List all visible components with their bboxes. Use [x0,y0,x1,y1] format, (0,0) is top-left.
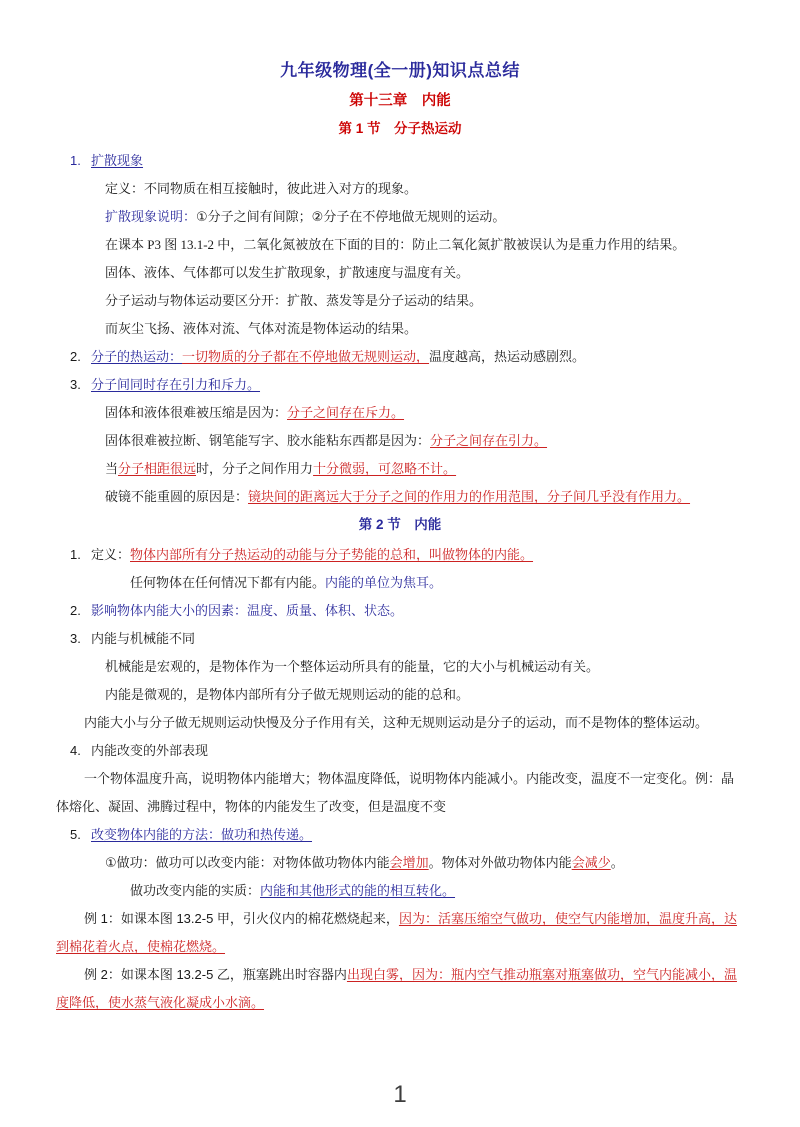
s1-explain-label: 扩散现象说明： [105,209,197,225]
s2-item-3-line-2: 内能是微观的，是物体内部所有分子做无规则运动的能的总和。 [105,687,470,703]
s2-item-2 [70,597,744,625]
s2-example-2-answer: 出现白雾，因为：瓶内空气推动瓶塞对瓶塞做功，空气内能减小，温度降低，使水蒸气液化凝成小水滴。 [56,967,737,1011]
s1-textbook-line: 在课本 P3 图 13.1-2 中，二氧化氮被放在下面的目的：防止二氧化氮扩散被误认为是重力作用的结果。 [105,237,686,253]
s2-item-4-line-1: 一个物体温度升高，说明物体内能增大；物体温度降低，说明物体内能减小。内能改变，温度不一定变化。例：晶体熔化、凝固、沸腾过程中，物体的内能发生了改变，但是温度不变 [56,771,735,815]
s2-item-1 [70,541,744,569]
s1-item-3-number: 3. [70,377,81,393]
s1-item-3-sub-2-prefix: 固体很难被拉断、钢笔能写字、胶水能粘东西都是因为： [105,433,431,449]
s2-item-5-sub-2 [130,877,744,905]
s1-macro-line: 而灰尘飞扬、液体对流、气体对流是物体运动的结果。 [105,321,418,337]
s1-item-2-label: 分子的热运动： [91,349,183,365]
s1-item-3-sub-3-red-2: 十分微弱，可忽略不计。 [313,461,457,477]
s1-item-1 [70,147,744,175]
s1-item-2-answer: 一切物质的分子都在不停地做无规则运动， [182,349,430,365]
s1-item-3-sub-2 [105,427,744,455]
s1-item-3-sub-3-b: 时，分子之间作用力 [196,461,314,477]
s1-definition-label: 定义： [105,181,145,197]
s2-item-3-line-1: 机械能是宏观的，是物体作为一个整体运动所具有的能量，它的大小与机械运动有关。 [105,659,600,675]
s2-item-5-label: 改变物体内能的方法：做功和热传递。 [91,827,313,843]
s2-item-5-sub-2-prefix: 做功改变内能的实质： [130,883,261,899]
s2-example-1-prefix: 例 1：如课本图 13.2-5 甲，引火仪内的棉花燃烧起来， [84,911,399,927]
page-number: 1 [393,1081,407,1108]
s2-item-5-sub-1 [105,849,744,877]
s2-item-5-sub-1-red-1: 会增加 [389,855,429,871]
s2-item-3-label: 内能与机械能不同 [91,631,196,647]
s2-item-5-sub-1-a: ①做功：做功可以改变内能：对物体做功物体内能 [105,855,390,871]
section-2-heading: 第 2 节 内能 [358,517,442,533]
s1-item-1-number: 1. [70,153,81,169]
s2-item-3 [70,625,744,653]
s2-item-5-example-2 [56,961,744,1017]
s1-item-3 [70,371,744,399]
s2-item-1-label: 定义： [91,547,131,563]
s2-item-5 [70,821,744,849]
section-1-heading: 第 1 节 分子热运动 [338,120,462,136]
s1-item-3-sub-3 [105,455,744,483]
s1-item-3-sub-4-answer: 镜块间的距离远大于分子之间的作用力的作用范围，分子间几乎没有作用力。 [248,489,691,505]
s1-item-3-sub-1-answer: 分子之间存在斥力。 [287,405,405,421]
s1-item-2 [70,343,744,371]
s2-example-2-prefix: 例 2：如课本图 13.2-5 乙，瓶塞跳出时容器内 [84,967,347,983]
s2-item-4-label: 内能改变的外部表现 [91,743,209,759]
s2-item-1-answer: 物体内部所有分子热运动的动能与分子势能的总和，叫做物体的内能。 [130,547,534,563]
chapter-title: 第十三章 内能 [349,93,451,110]
s1-definition-text: 不同物质在相互接触时，彼此进入对方的现象。 [144,181,418,197]
s1-item-2-number: 2. [70,349,81,365]
s2-item-1-sub [130,569,744,597]
document-title: 九年级物理(全一册)知识点总结 [280,61,520,80]
s2-item-3-number: 3. [70,631,81,647]
s1-item-3-sub-1 [105,399,744,427]
s2-item-5-sub-1-c: 。 [610,855,624,871]
s1-states-line: 固体、液体、气体都可以发生扩散现象，扩散速度与温度有关。 [105,265,470,281]
s1-item-3-label: 分子间同时存在引力和斥力。 [91,377,261,393]
s1-item-3-sub-2-answer: 分子之间存在引力。 [430,433,548,449]
s2-item-3-line-3: 内能大小与分子做无规则运动快慢及分子作用有关，这种无规则运动是分子的运动，而不是物体的整体运动。 [84,715,709,731]
s2-example-1-answer: 因为：活塞压缩空气做功，使空气内能增加，温度升高，达到棉花着火点，使棉花燃烧。 [56,911,737,955]
s1-item-3-sub-4-prefix: 破镜不能重圆的原因是： [105,489,249,505]
s1-explain-text: ①分子之间有间隙；②分子在不停地做无规则的运动。 [196,209,506,225]
s1-item-3-sub-3-a: 当 [105,461,119,477]
s1-definition-line [105,175,744,203]
s2-item-1-number: 1. [70,547,81,563]
s1-item-3-sub-1-prefix: 固体和液体很难被压缩是因为： [105,405,288,421]
s2-item-4-number: 4. [70,743,81,759]
s2-item-5-sub-1-b: 。物体对外做功物体内能 [428,855,572,871]
s2-item-2-text: 影响物体内能大小的因素：温度、质量、体积、状态。 [91,603,404,619]
s1-item-2-tail: 温度越高，热运动感剧烈。 [429,349,586,365]
s2-item-1-sub-black: 任何物体在任何情况下都有内能。 [130,575,326,591]
s2-item-1-sub-blue: 内能的单位为焦耳。 [325,575,443,591]
s1-item-3-sub-3-red-1: 分子相距很远 [118,461,197,477]
s1-distinguish-line: 分子运动与物体运动要区分开：扩散、蒸发等是分子运动的结果。 [105,293,483,309]
s2-item-5-sub-2-answer: 内能和其他形式的能的相互转化。 [260,883,456,899]
s2-item-5-example-1 [56,905,744,961]
s2-item-5-number: 5. [70,827,81,843]
s2-item-5-sub-1-red-2: 会减少 [571,855,611,871]
s1-explain-line [105,203,744,231]
s1-item-1-label: 扩散现象 [91,153,144,169]
s2-item-4 [70,737,744,765]
s1-item-3-sub-4 [105,483,744,511]
s2-item-2-number: 2. [70,603,81,619]
